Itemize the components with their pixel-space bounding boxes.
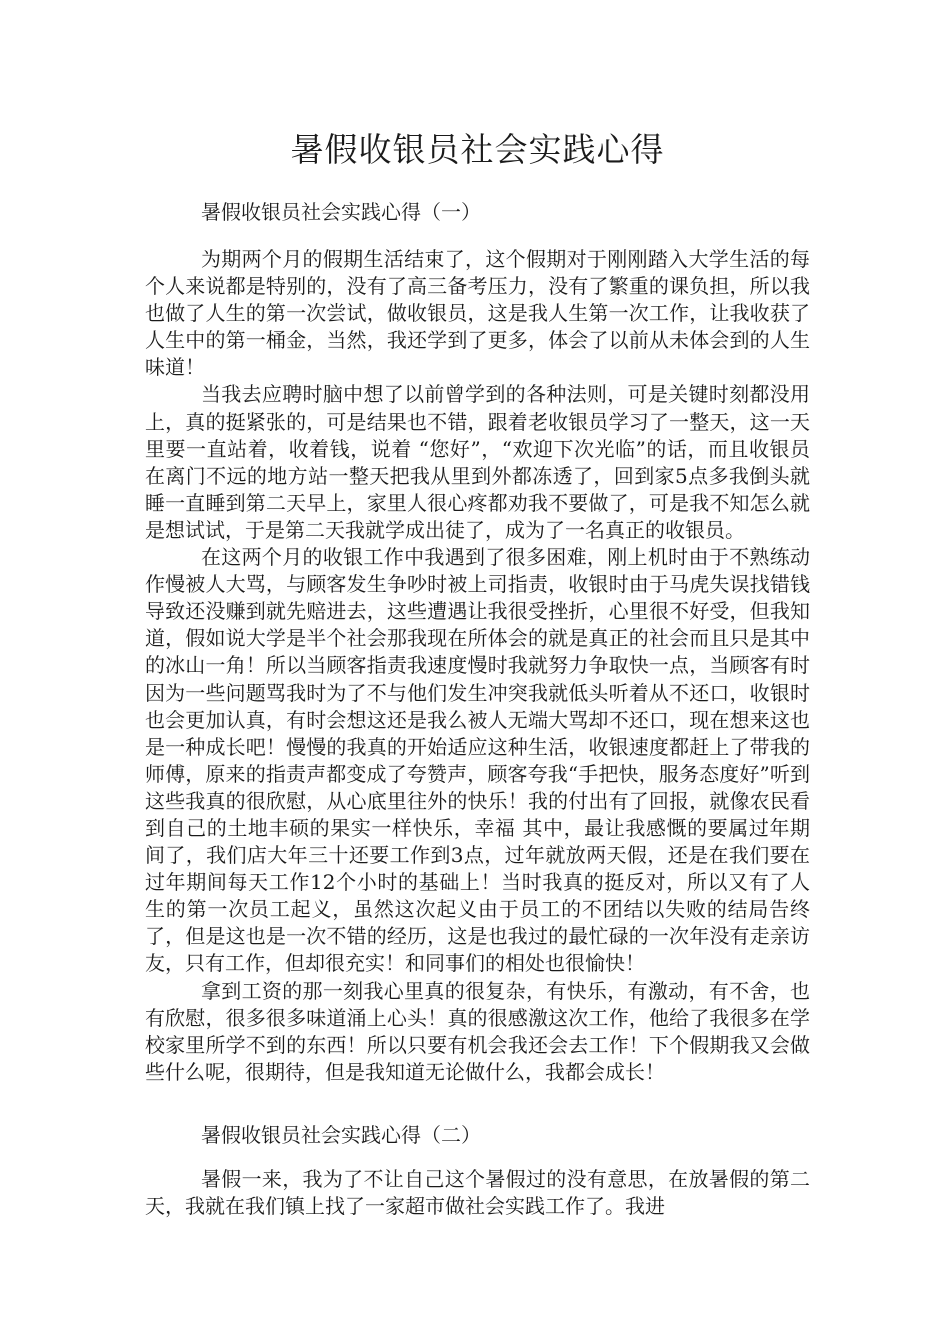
document-title: 暑假收银员社会实践心得 — [290, 130, 665, 169]
section-body-2 — [145, 1166, 810, 1220]
paragraph: 为期两个月的假期生活结束了，这个假期对于刚刚踏入大学生活的每个人来说都是特别的，没有了高三备考压力，没有了繁重的课负担，所以我也做了人生的第一次尝试，做收银员，这是我人生第一次工作，让我收获了人生中的第一桶金，当然，我还学到了更多，体会了以前从未体会到的人生味道！ — [145, 247, 810, 380]
paragraph: 暑假一来，我为了不让自己这个暑假过的没有意思，在放暑假的第二天，我就在我们镇上找了一家超市做社会实践工作了。我进 — [145, 1167, 810, 1219]
section-body-1 — [145, 246, 810, 1086]
section-heading-1: 暑假收银员社会实践心得（一） — [201, 200, 481, 224]
paragraph: 当我去应聘时脑中想了以前曾学到的各种法则，可是关键时刻都没用上，真的挺紧张的，可是结果也不错，跟着老收银员学习了一整天，这一天里要一直站着，收着钱，说着 “您好”，“欢迎下次光临”的话，而且收银员在离门不远的地方站一整天把我从里到外都冻透了，回到家5点多我倒头就睡一直睡到第二天早上，家里人很心疼都劝我不要做了，可是我不知怎么就是想试试，于是第二天我就学成出徒了，成为了一名真正的收银员。 — [145, 382, 810, 542]
paragraph: 拿到工资的那一刻我心里真的很复杂，有快乐，有激动，有不舍，也有欣慰，很多很多味道涌上心头！真的很感激这次工作，他给了我很多在学校家里所学不到的东西！所以只要有机会我还会去工作！下个假期我又会做些什么呢，很期待，但是我知道无论做什么，我都会成长！ — [145, 978, 810, 1084]
section-heading-2: 暑假收银员社会实践心得（二） — [201, 1123, 481, 1147]
paragraph: 在这两个月的收银工作中我遇到了很多困难，刚上机时由于不熟练动作慢被人大骂，与顾客发生争吵时被上司指责，收银时由于马虎失误找错钱导致还没赚到就先赔进去，这些遭遇让我很受挫折，心里很不好受，但我知道，假如说大学是半个社会那我现在所体会的就是真正的社会而且只是其中的冰山一角！所以当顾客指责我速度慢时我就努力争取快一点，当顾客有时因为一些问题骂我时为了不与他们发生冲突我就低头听着从不还口，收银时也会更加认真，有时会想这还是我么被人无端大骂却不还口，现在想来这也是一种成长吧！慢慢的我真的开始适应这种生活，收银速度都赶上了带我的师傅，原来的指责声都变成了夸赞声，顾客夸我“手把快，服务态度好”听到这些我真的很欣慰，从心底里往外的快乐！我的付出有了回报，就像农民看到自己的土地丰硕的果实一样快乐，幸福 其中，最让我感慨的要属过年期间了，我们店大年三十还要工作到3点，过年就放两天假，还是在我们要在过年期间每天工作12个小时的基础上！当时我真的挺反对，所以又有了人生的第一次员工起义，虽然这次起义由于员工的不团结以失败的结局告终了，但是这也是一次不错的经历，这是也我过的最忙碌的一次年没有走亲访友，只有工作，但却很充实！和同事们的相处也很愉快！ — [145, 545, 810, 976]
